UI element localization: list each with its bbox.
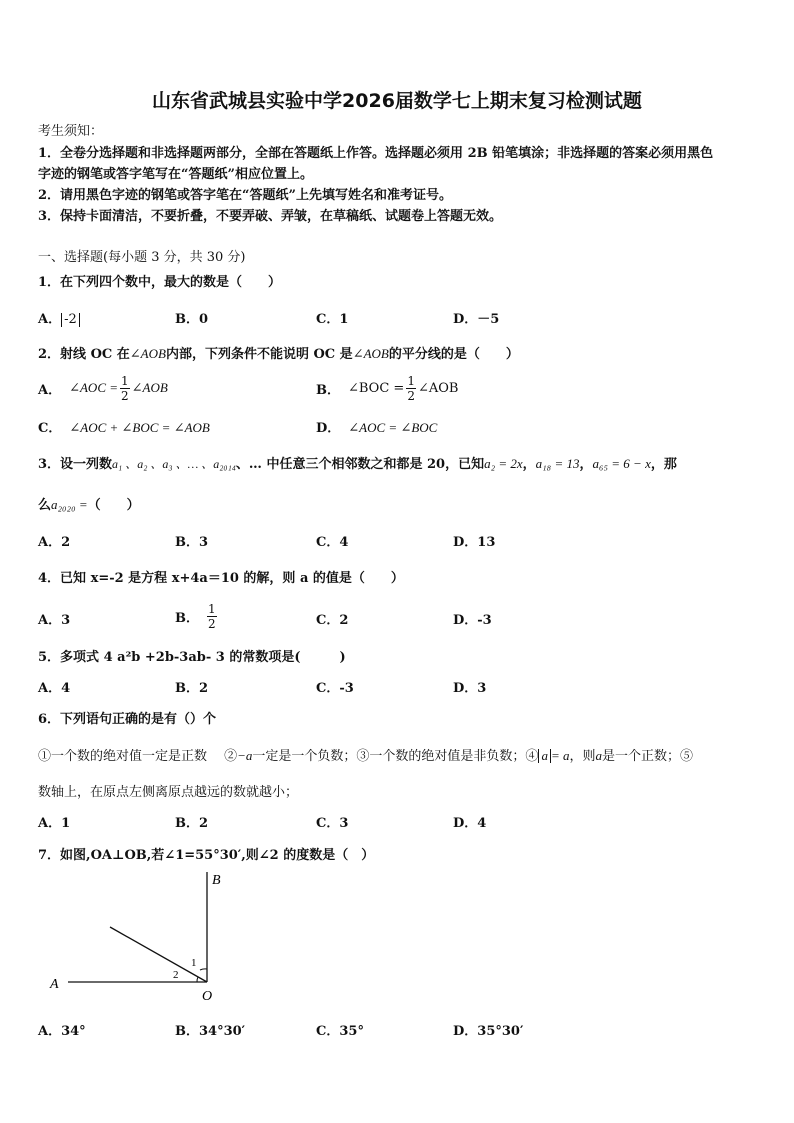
- q5-option-d: D．3: [453, 681, 487, 696]
- question-2-stem: 2．射线 OC 在∠AOB内部，下列条件不能说明 OC 是∠AOB的平分线的是（ ）: [38, 346, 519, 362]
- q7-option-a: A．34°: [38, 1024, 86, 1039]
- angle-1-arc: [200, 969, 207, 970]
- question-6-statements: ①一个数的绝对值一定是正数 ②−a一定是一个负数；③一个数的绝对值是非负数；④ a = a，则a是一个正数；⑤: [38, 748, 693, 764]
- angle-figure: [40, 866, 240, 1006]
- q2-option-a: A． ∠AOC = $\frac{1}{2}$ ∠AOB: [38, 373, 168, 403]
- q4-option-c: C．2: [316, 613, 349, 628]
- question-6-statements-cont: 数轴上，在原点左侧离原点越远的数就越小；: [38, 785, 299, 800]
- question-6-stem: 6．下列语句正确的是有（）个: [38, 712, 217, 727]
- q3-option-d: D．13: [453, 535, 496, 550]
- label-angle-1: 1: [191, 957, 197, 969]
- question-3-stem: 3．设一列数a₁ 、a₂ 、a₃ 、… 、a₂₀₁₄、… 中任意三个相邻数之和都是 20，已知a₂ = 2x，a₁₈ = 13，a₆₅ = 6 − x，那: [38, 456, 677, 472]
- notice-item-1: 1．全卷分选择题和非选择题两部分，全部在答题纸上作答。选择题必须用 2B 铅笔填涂；非选择题的答案必须用黑色: [38, 146, 714, 161]
- q3-option-c: C．4: [316, 535, 349, 550]
- q6-option-d: D．4: [453, 816, 487, 831]
- question-7-stem: 7．如图,OA⊥OB,若∠1=55°30′,则∠2 的度数是（ ）: [38, 848, 375, 863]
- q7-option-c: C．35°: [316, 1024, 364, 1039]
- q7-option-d: D．35°30′: [453, 1024, 524, 1039]
- q4-option-b: B． $\frac{1}{2}$: [175, 601, 216, 631]
- q3-option-b: B．3: [175, 535, 209, 550]
- q6-option-a: A．1: [38, 816, 71, 831]
- notice-item-2: 2．请用黑色字迹的钢笔或答字笔在“答题纸”上先填写姓名和准考证号。: [38, 188, 453, 203]
- angle-2-arc: [197, 977, 198, 982]
- q2-option-d: D． ∠AOC = ∠BOC: [316, 420, 438, 436]
- notice-item-1-cont: 字迹的钢笔或答字笔写在“答题纸”相应位置上。: [38, 167, 313, 182]
- notice-heading: 考生须知：: [38, 124, 104, 139]
- q2-option-b: B． ∠BOC = $\frac{1}{2}$ ∠AOB: [316, 373, 459, 403]
- section-heading: 一、选择题(每小题 3 分，共 30 分): [38, 250, 246, 265]
- label-o: O: [202, 989, 213, 1004]
- question-1-stem: 1．在下列四个数中，最大的数是（ ）: [38, 275, 282, 290]
- label-b: B: [212, 873, 221, 888]
- q5-option-b: B．2: [175, 681, 209, 696]
- label-angle-2: 2: [173, 969, 179, 981]
- q3-option-a: A．2: [38, 535, 71, 550]
- q6-option-b: B．2: [175, 816, 209, 831]
- page-title: 山东省武城县实验中学2026届数学七上期末复习检测试题: [152, 90, 642, 112]
- question-3-stem-cont: 么a₂₀₂₀ =（ ）: [38, 497, 140, 513]
- question-5-stem: 5．多项式 4 a²b +2b-3ab- 3 的常数项是( ): [38, 650, 346, 665]
- label-a: A: [50, 977, 59, 992]
- q5-option-a: A．4: [38, 681, 71, 696]
- question-4-stem: 4．已知 x=-2 是方程 x+4a＝10 的解，则 a 的值是（ ）: [38, 571, 404, 586]
- q1-option-a: A． -2: [38, 308, 80, 327]
- q2-option-c: C． ∠AOC + ∠BOC = ∠AOB: [38, 420, 210, 436]
- q5-option-c: C．-3: [316, 681, 354, 696]
- notice-item-3: 3．保持卡面清洁，不要折叠，不要弄破、弄皱，在草稿纸、试题卷上答题无效。: [38, 209, 503, 224]
- q1-option-c: C．1: [316, 312, 349, 327]
- q1-option-b: B．0: [175, 312, 209, 327]
- q4-option-d: D．-3: [453, 613, 492, 628]
- abs-value-expr: -2: [61, 313, 80, 327]
- q7-option-b: B．34°30′: [175, 1024, 246, 1039]
- q4-option-a: A．3: [38, 613, 71, 628]
- q1-option-d: D．－5: [453, 312, 500, 327]
- ray-oc: [110, 927, 207, 982]
- q6-option-c: C．3: [316, 816, 349, 831]
